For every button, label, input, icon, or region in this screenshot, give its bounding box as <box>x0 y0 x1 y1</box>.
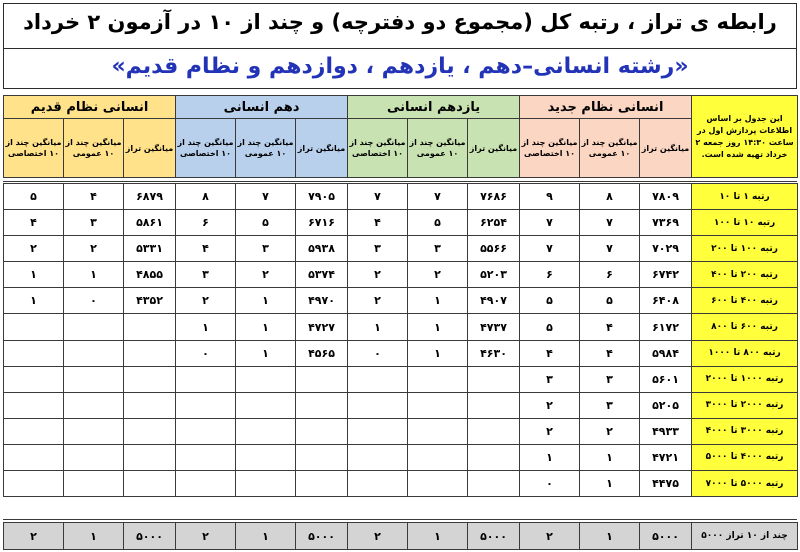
table-cell: ۷۰۲۹ <box>640 236 692 262</box>
table-cell: ۷۳۶۹ <box>640 210 692 236</box>
rank-range-label: رتبه ۶۰۰ تا ۸۰۰ <box>692 314 798 340</box>
table-cell <box>124 418 176 444</box>
footer-cell: ۵۰۰۰ <box>640 523 692 550</box>
table-cell <box>348 418 408 444</box>
table-cell: ۱ <box>580 471 640 497</box>
table-row <box>4 366 798 392</box>
table-cell: ۵۲۰۵ <box>640 392 692 418</box>
table-cell: ۲ <box>520 418 580 444</box>
table-cell <box>468 444 520 470</box>
table-cell <box>4 340 64 366</box>
footer-cell: ۱ <box>408 523 468 550</box>
table-row <box>4 444 798 470</box>
section-divider <box>3 519 797 520</box>
table-cell: ۷۹۰۵ <box>296 184 348 210</box>
footer-cell: ۱ <box>64 523 124 550</box>
table-cell <box>4 471 64 497</box>
table-cell: ۲ <box>348 288 408 314</box>
info-note: این جدول بر اساس اطلاعات پردازش اول در ساعت ۱۴:۳۰ روز جمعه ۲ خرداد تهیه شده است. <box>692 96 798 178</box>
table-cell: ۷ <box>348 184 408 210</box>
table-cell: ۴۹۰۷ <box>468 288 520 314</box>
table-row <box>4 392 798 418</box>
table-row <box>4 340 798 366</box>
footer-cell: ۱ <box>580 523 640 550</box>
table-cell: ۳ <box>408 236 468 262</box>
table-cell: ۴ <box>4 210 64 236</box>
rank-range-label: رتبه ۱ تا ۱۰ <box>692 184 798 210</box>
table-cell <box>64 392 124 418</box>
table-cell: ۵۹۸۴ <box>640 340 692 366</box>
table-cell: ۲ <box>4 236 64 262</box>
table-cell: ۵۹۳۸ <box>296 236 348 262</box>
table-cell <box>176 366 236 392</box>
table-cell <box>296 392 348 418</box>
page-subtitle: «رشته انسانی–دهم ، یازدهم ، دوازدهم و نظام قدیم» <box>111 54 689 79</box>
rank-range-label: رتبه ۳۰۰۰ تا ۴۰۰۰ <box>692 418 798 444</box>
col-header-specialized: میانگین چند از ۱۰ اختصاصی <box>176 119 236 178</box>
table-cell <box>124 444 176 470</box>
table-cell <box>124 392 176 418</box>
table-cell <box>176 471 236 497</box>
table-cell: ۴ <box>580 340 640 366</box>
table-cell: ۲ <box>64 236 124 262</box>
table-cell <box>124 340 176 366</box>
table-cell <box>468 366 520 392</box>
rank-range-label: رتبه ۸۰۰ تا ۱۰۰۰ <box>692 340 798 366</box>
col-header-general: میانگین چند از ۱۰ عمومی <box>64 119 124 178</box>
table-cell: ۱ <box>236 288 296 314</box>
table-cell: ۸ <box>580 184 640 210</box>
table-cell: ۹ <box>520 184 580 210</box>
table-cell <box>124 366 176 392</box>
table-cell: ۱ <box>408 340 468 366</box>
table-cell: ۴ <box>520 340 580 366</box>
table-cell <box>4 366 64 392</box>
group-title-grade11: یازدهم انسانی <box>348 96 520 119</box>
table-cell: ۷ <box>520 236 580 262</box>
table-cell <box>4 444 64 470</box>
table-cell: ۴۹۳۳ <box>640 418 692 444</box>
table-cell <box>408 418 468 444</box>
table-cell: ۳ <box>580 392 640 418</box>
table-cell: ۵۳۳۱ <box>124 236 176 262</box>
footer-table <box>3 522 798 550</box>
table-cell: ۴۷۲۷ <box>296 314 348 340</box>
title-box <box>3 3 797 89</box>
table-cell: ۷ <box>408 184 468 210</box>
table-cell <box>348 366 408 392</box>
table-cell: ۵ <box>520 314 580 340</box>
table-cell <box>296 444 348 470</box>
table-cell: ۰ <box>348 340 408 366</box>
footer-cell: ۵۰۰۰ <box>124 523 176 550</box>
table-cell: ۳ <box>236 236 296 262</box>
table-cell <box>236 444 296 470</box>
rank-range-label: رتبه ۱۰۰۰ تا ۲۰۰۰ <box>692 366 798 392</box>
table-cell: ۲ <box>236 262 296 288</box>
footer-cell: ۵۰۰۰ <box>468 523 520 550</box>
rank-range-label: رتبه ۴۰۰ تا ۶۰۰ <box>692 288 798 314</box>
table-cell: ۵ <box>4 184 64 210</box>
col-header-taraz: میانگین تراز <box>124 119 176 178</box>
table-row <box>4 210 798 236</box>
table-cell <box>4 314 64 340</box>
table-cell: ۷۸۰۹ <box>640 184 692 210</box>
table-cell: ۲ <box>408 262 468 288</box>
table-cell <box>4 392 64 418</box>
table-cell: ۴۷۲۱ <box>640 444 692 470</box>
group-title-old-humanities: انسانی نظام قدیم <box>4 96 176 119</box>
table-cell: ۷۶۸۶ <box>468 184 520 210</box>
rank-range-label: رتبه ۴۰۰۰ تا ۵۰۰۰ <box>692 444 798 470</box>
title-divider <box>4 48 796 49</box>
table-cell <box>64 444 124 470</box>
table-cell <box>348 392 408 418</box>
table-cell: ۸ <box>176 184 236 210</box>
table-cell: ۷ <box>520 210 580 236</box>
table-cell <box>408 392 468 418</box>
table-cell: ۳ <box>176 262 236 288</box>
table-cell <box>64 471 124 497</box>
table-cell: ۰ <box>520 471 580 497</box>
footer-cell: ۲ <box>348 523 408 550</box>
table-cell <box>124 471 176 497</box>
footer-label: چند از ۱۰ تراز ۵۰۰۰ <box>692 523 798 550</box>
table-cell <box>176 392 236 418</box>
table-cell: ۶۴۰۸ <box>640 288 692 314</box>
table-cell: ۲ <box>176 288 236 314</box>
table-cell: ۳ <box>348 236 408 262</box>
table-cell <box>64 340 124 366</box>
table-cell: ۱ <box>64 262 124 288</box>
group-title-new-humanities: انسانی نظام جدید <box>520 96 692 119</box>
table-cell: ۱ <box>4 262 64 288</box>
table-cell: ۷ <box>236 184 296 210</box>
table-cell <box>348 471 408 497</box>
header-table <box>3 95 798 178</box>
table-cell: ۱ <box>520 444 580 470</box>
table-cell <box>468 471 520 497</box>
table-cell: ۴ <box>348 210 408 236</box>
rank-range-label: رتبه ۲۰۰۰ تا ۳۰۰۰ <box>692 392 798 418</box>
rank-range-label: رتبه ۲۰۰ تا ۴۰۰ <box>692 262 798 288</box>
table-cell <box>296 366 348 392</box>
table-cell: ۴۵۶۵ <box>296 340 348 366</box>
table-cell: ۵۳۷۴ <box>296 262 348 288</box>
col-header-taraz: میانگین تراز <box>640 119 692 178</box>
table-cell: ۱ <box>348 314 408 340</box>
table-cell: ۲ <box>520 392 580 418</box>
col-header-general: میانگین چند از ۱۰ عمومی <box>580 119 640 178</box>
footer-cell: ۲ <box>176 523 236 550</box>
col-header-specialized: میانگین چند از ۱۰ اختصاصی <box>520 119 580 178</box>
table-cell: ۱ <box>236 314 296 340</box>
table-cell <box>176 444 236 470</box>
table-cell: ۴۳۵۲ <box>124 288 176 314</box>
table-cell: ۳ <box>520 366 580 392</box>
table-cell: ۳ <box>64 210 124 236</box>
table-cell <box>468 392 520 418</box>
col-header-taraz: میانگین تراز <box>468 119 520 178</box>
table-cell: ۱ <box>408 288 468 314</box>
table-cell: ۰ <box>176 340 236 366</box>
table-cell: ۵ <box>236 210 296 236</box>
table-cell: ۱ <box>236 340 296 366</box>
group-title-grade10: دهم انسانی <box>176 96 348 119</box>
table-row <box>4 236 798 262</box>
table-row <box>4 262 798 288</box>
rank-range-label: رتبه ۱۰۰ تا ۲۰۰ <box>692 236 798 262</box>
table-cell: ۷ <box>580 236 640 262</box>
table-cell <box>236 366 296 392</box>
table-cell: ۱ <box>408 314 468 340</box>
table-cell <box>64 418 124 444</box>
col-header-taraz: میانگین تراز <box>296 119 348 178</box>
page-title: رابطه ی تراز ، رتبه کل (مجموع دو دفترچه) و چند از ۱۰ در آزمون ۲ خرداد <box>23 10 777 34</box>
table-cell: ۶۷۱۶ <box>296 210 348 236</box>
table-cell: ۰ <box>64 288 124 314</box>
table-cell <box>64 314 124 340</box>
table-cell: ۱ <box>4 288 64 314</box>
footer-cell: ۲ <box>4 523 64 550</box>
footer-cell: ۲ <box>520 523 580 550</box>
table-cell: ۶ <box>580 262 640 288</box>
table-cell: ۴۷۳۷ <box>468 314 520 340</box>
rank-table <box>3 183 798 497</box>
table-cell <box>236 392 296 418</box>
table-cell: ۵۸۶۱ <box>124 210 176 236</box>
col-header-specialized: میانگین چند از ۱۰ اختصاصی <box>348 119 408 178</box>
rank-range-label: رتبه ۱۰ تا ۱۰۰ <box>692 210 798 236</box>
table-cell: ۶۱۷۲ <box>640 314 692 340</box>
table-cell: ۴۴۷۵ <box>640 471 692 497</box>
section-divider <box>3 181 797 182</box>
table-cell: ۴۸۵۵ <box>124 262 176 288</box>
table-cell <box>236 471 296 497</box>
table-cell: ۵۵۶۶ <box>468 236 520 262</box>
table-cell: ۴۶۳۰ <box>468 340 520 366</box>
table-cell <box>408 471 468 497</box>
table-row <box>4 288 798 314</box>
table-cell: ۲ <box>580 418 640 444</box>
table-cell: ۵ <box>580 288 640 314</box>
table-cell: ۶۷۴۲ <box>640 262 692 288</box>
table-cell <box>296 418 348 444</box>
table-cell <box>176 418 236 444</box>
table-row <box>4 418 798 444</box>
table-cell: ۷ <box>580 210 640 236</box>
table-cell <box>348 444 408 470</box>
table-cell: ۵ <box>408 210 468 236</box>
table-cell: ۵ <box>520 288 580 314</box>
table-cell: ۶ <box>176 210 236 236</box>
table-cell: ۶ <box>520 262 580 288</box>
table-cell: ۱ <box>580 444 640 470</box>
table-cell <box>64 366 124 392</box>
table-row <box>4 314 798 340</box>
table-cell: ۶۲۵۴ <box>468 210 520 236</box>
footer-row <box>4 523 798 550</box>
table-cell <box>124 314 176 340</box>
table-row <box>4 184 798 210</box>
col-header-general: میانگین چند از ۱۰ عمومی <box>236 119 296 178</box>
table-cell: ۶۸۷۹ <box>124 184 176 210</box>
table-cell: ۴ <box>64 184 124 210</box>
table-cell: ۵۶۰۱ <box>640 366 692 392</box>
table-cell: ۱ <box>176 314 236 340</box>
table-cell: ۴ <box>580 314 640 340</box>
col-header-specialized: میانگین چند از ۱۰ اختصاصی <box>4 119 64 178</box>
footer-cell: ۵۰۰۰ <box>296 523 348 550</box>
table-cell: ۵۲۰۳ <box>468 262 520 288</box>
col-header-general: میانگین چند از ۱۰ عمومی <box>408 119 468 178</box>
table-cell <box>468 418 520 444</box>
table-cell: ۴ <box>176 236 236 262</box>
table-cell <box>4 418 64 444</box>
table-cell: ۴۹۷۰ <box>296 288 348 314</box>
table-cell <box>236 418 296 444</box>
table-cell <box>408 366 468 392</box>
table-cell <box>408 444 468 470</box>
table-row <box>4 471 798 497</box>
rank-range-label: رتبه ۵۰۰۰ تا ۷۰۰۰ <box>692 471 798 497</box>
table-cell: ۲ <box>348 262 408 288</box>
footer-cell: ۱ <box>236 523 296 550</box>
table-cell: ۳ <box>580 366 640 392</box>
table-cell <box>296 471 348 497</box>
